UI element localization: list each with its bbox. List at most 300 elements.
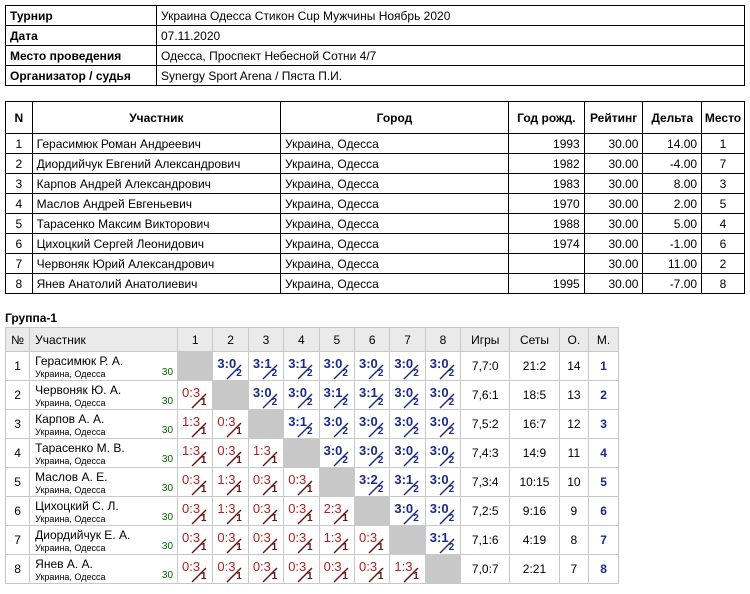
group-header: Сеты [510, 328, 559, 352]
participant-cell: -4.00 [643, 154, 702, 174]
participant-cell: 2 [702, 254, 745, 274]
games-cell: 7,5:2 [461, 410, 510, 439]
match-result [284, 410, 319, 439]
group-header: 3 [248, 328, 283, 352]
info-key: Место проведения [6, 46, 157, 66]
participant-cell: 11.00 [643, 254, 702, 274]
points-cell: 7 [559, 555, 589, 584]
table-row [6, 254, 745, 274]
points-cell: 11 [559, 439, 589, 468]
match-result [248, 439, 283, 468]
match-result [425, 439, 460, 468]
diagonal-cell [425, 555, 460, 584]
player-name: Карпов А. А. [35, 412, 105, 426]
match-points: 1 [200, 455, 207, 466]
match-result [284, 352, 319, 381]
match-result [319, 410, 354, 439]
match-points: 1 [236, 484, 242, 495]
match-score: 3:1 [288, 356, 307, 371]
match-score: 3:0 [394, 385, 414, 400]
match-result [284, 381, 319, 410]
match-result [284, 497, 319, 526]
diagonal-cell [284, 439, 319, 468]
match-result [178, 555, 213, 584]
participant-cell: 8 [702, 274, 745, 294]
player-name: Герасимюк Р. А. [35, 354, 124, 368]
player-cell [30, 555, 178, 584]
match-score: 0:3 [182, 472, 201, 487]
match-score: 0:3 [182, 501, 201, 516]
diagonal-cell [319, 468, 354, 497]
match-score: 0:3 [288, 472, 307, 487]
match-score: 0:3 [358, 559, 378, 574]
match-result [425, 497, 460, 526]
match-result [354, 410, 389, 439]
participant-cell: Украина, Одесса [281, 134, 509, 154]
match-score: 3:0 [429, 356, 449, 371]
table-row [6, 274, 745, 294]
participant-cell: Диордийчук Евгений Александрович [32, 154, 280, 174]
player-cell [30, 468, 178, 497]
participant-cell: -7.00 [643, 274, 702, 294]
match-result [319, 526, 354, 555]
match-points: 2 [271, 368, 278, 379]
match-score: 1:3 [182, 443, 201, 458]
match-score: 0:3 [182, 385, 201, 400]
match-score: 1:3 [323, 530, 342, 545]
diagonal-cell [390, 526, 425, 555]
table-row [6, 352, 619, 381]
match-score: 0:3 [217, 530, 236, 545]
match-result [248, 352, 283, 381]
match-result [178, 468, 213, 497]
match-result [354, 468, 389, 497]
player-city: Украина, Одесса [35, 398, 106, 408]
group-table [5, 327, 619, 584]
group-title: Группа-1 [5, 311, 58, 325]
tournament-info-table [5, 5, 745, 86]
player-city: Украина, Одесса [35, 456, 106, 466]
match-points: 2 [342, 455, 348, 466]
player-rating: 30 [161, 367, 174, 378]
match-result [425, 468, 460, 497]
match-points: 1 [307, 542, 313, 553]
sets-cell: 14:9 [510, 439, 559, 468]
player-city: Украина, Одесса [35, 485, 106, 495]
participant-cell: Герасимюк Роман Андреевич [32, 134, 280, 154]
match-score: 3:1 [358, 385, 378, 400]
participant-cell: 3 [702, 174, 745, 194]
match-result [248, 381, 283, 410]
group-header: 5 [319, 328, 354, 352]
match-result [213, 555, 248, 584]
match-points: 2 [377, 484, 384, 495]
group-header: О. [559, 328, 589, 352]
match-points: 1 [200, 542, 207, 553]
sets-cell: 2:21 [510, 555, 559, 584]
match-score: 3:0 [394, 501, 414, 516]
info-row [6, 66, 745, 86]
match-points: 2 [448, 513, 455, 524]
games-cell: 7,7:0 [461, 352, 510, 381]
participant-cell: 7 [6, 254, 33, 274]
info-row [6, 26, 745, 46]
participants-header: Город [281, 102, 509, 134]
match-score: 0:3 [288, 501, 307, 516]
match-points: 2 [448, 426, 455, 437]
points-cell: 14 [559, 352, 589, 381]
games-cell: 7,0:7 [461, 555, 510, 584]
player-city: Украина, Одесса [35, 572, 106, 582]
participant-cell: Тарасенко Максим Викторович [32, 214, 280, 234]
participant-cell: 1983 [508, 174, 584, 194]
sets-cell: 21:2 [510, 352, 559, 381]
match-result [178, 381, 213, 410]
participant-cell [508, 254, 584, 274]
participant-cell: Украина, Одесса [281, 274, 509, 294]
points-cell: 12 [559, 410, 589, 439]
participant-cell: Маслов Андрей Евгеньевич [32, 194, 280, 214]
group-header: 2 [213, 328, 248, 352]
match-result [178, 410, 213, 439]
match-result [390, 381, 425, 410]
match-points: 1 [307, 513, 313, 524]
player-rating: 30 [161, 541, 174, 552]
match-score: 3:0 [394, 443, 414, 458]
match-points: 2 [271, 397, 278, 408]
match-score: 3:1 [252, 356, 272, 371]
match-score: 3:0 [429, 385, 449, 400]
participant-cell: 30.00 [584, 274, 643, 294]
match-score: 0:3 [252, 472, 271, 487]
participant-cell: 4 [702, 214, 745, 234]
points-cell: 10 [559, 468, 589, 497]
player-city: Украина, Одесса [35, 369, 106, 379]
group-header: 7 [390, 328, 425, 352]
match-points: 1 [307, 571, 313, 582]
match-result [284, 468, 319, 497]
participant-cell: Украина, Одесса [281, 174, 509, 194]
match-result [213, 526, 248, 555]
match-points: 2 [342, 368, 348, 379]
match-score: 1:3 [252, 443, 271, 458]
match-score: 3:0 [217, 356, 237, 371]
group-header: 1 [178, 328, 213, 352]
participant-cell: 6 [702, 234, 745, 254]
match-points: 1 [200, 426, 207, 437]
match-score: 0:3 [182, 530, 201, 545]
match-score: 3:2 [358, 472, 378, 487]
match-result [284, 555, 319, 584]
table-row [6, 174, 745, 194]
match-score: 0:3 [217, 443, 236, 458]
match-result [178, 526, 213, 555]
match-points: 1 [236, 542, 242, 553]
table-row [6, 381, 619, 410]
participant-cell: 7 [702, 154, 745, 174]
player-number: 4 [6, 439, 30, 468]
match-result [319, 439, 354, 468]
place-cell: 6 [589, 497, 619, 526]
match-result [425, 381, 460, 410]
info-row [6, 6, 745, 26]
match-points: 2 [307, 397, 313, 408]
match-result [213, 468, 248, 497]
table-row [6, 154, 745, 174]
match-result [354, 352, 389, 381]
participant-cell: 5 [6, 214, 33, 234]
diagonal-cell [178, 352, 213, 381]
match-score: 1:3 [394, 559, 413, 574]
participant-cell: 2.00 [643, 194, 702, 214]
table-row [6, 214, 745, 234]
sets-cell: 9:16 [510, 497, 559, 526]
match-points: 1 [271, 484, 278, 495]
table-row [6, 134, 745, 154]
match-points: 2 [448, 368, 455, 379]
participant-cell: 30.00 [584, 134, 643, 154]
match-result [284, 526, 319, 555]
place-cell: 8 [589, 555, 619, 584]
match-score: 3:0 [394, 356, 414, 371]
match-score: 3:0 [323, 414, 343, 429]
participant-cell: Украина, Одесса [281, 234, 509, 254]
participant-cell: 1974 [508, 234, 584, 254]
match-points: 2 [377, 368, 384, 379]
participant-cell: -1.00 [643, 234, 702, 254]
participant-cell: 4 [6, 194, 33, 214]
match-points: 2 [413, 368, 419, 379]
match-points: 2 [236, 368, 242, 379]
match-points: 1 [342, 542, 348, 553]
participant-cell: 30.00 [584, 234, 643, 254]
match-points: 1 [236, 426, 242, 437]
table-row [6, 497, 619, 526]
match-points: 1 [271, 455, 278, 466]
info-key: Турнир [6, 6, 157, 26]
match-score: 3:0 [429, 443, 449, 458]
match-score: 3:0 [429, 472, 449, 487]
participants-header: Год рожд. [508, 102, 584, 134]
match-points: 1 [377, 571, 384, 582]
participant-cell: 1982 [508, 154, 584, 174]
place-cell: 2 [589, 381, 619, 410]
participants-header: Место [702, 102, 745, 134]
match-score: 1:3 [217, 472, 236, 487]
table-row [6, 555, 619, 584]
points-cell: 9 [559, 497, 589, 526]
match-points: 1 [342, 513, 348, 524]
match-score: 3:0 [323, 356, 343, 371]
match-result [390, 497, 425, 526]
match-points: 1 [413, 571, 419, 582]
match-result [178, 439, 213, 468]
participant-cell: 30.00 [584, 254, 643, 274]
match-points: 2 [307, 426, 313, 437]
match-points: 2 [413, 513, 419, 524]
participant-cell: 30.00 [584, 214, 643, 234]
match-score: 3:0 [358, 414, 378, 429]
games-cell: 7,2:5 [461, 497, 510, 526]
match-score: 0:3 [252, 530, 271, 545]
match-points: 1 [271, 513, 278, 524]
match-points: 2 [377, 426, 384, 437]
match-score: 3:0 [429, 501, 449, 516]
match-score: 3:0 [323, 443, 343, 458]
participant-cell: 1988 [508, 214, 584, 234]
group-header: 4 [284, 328, 319, 352]
match-points: 2 [413, 426, 419, 437]
player-cell [30, 381, 178, 410]
info-key: Организатор / судья [6, 66, 157, 86]
participants-table [5, 101, 745, 294]
group-header: Участник [30, 328, 178, 352]
player-city: Украина, Одесса [35, 514, 106, 524]
match-result [178, 497, 213, 526]
match-points: 1 [271, 542, 278, 553]
table-row [6, 234, 745, 254]
player-name: Червоняк Ю. А. [35, 383, 122, 397]
match-points: 1 [200, 513, 207, 524]
place-cell: 3 [589, 410, 619, 439]
sets-cell: 18:5 [510, 381, 559, 410]
table-row [6, 410, 619, 439]
points-cell: 8 [559, 526, 589, 555]
participant-cell: 1970 [508, 194, 584, 214]
match-points: 2 [448, 397, 455, 408]
match-score: 0:3 [358, 530, 378, 545]
points-cell: 13 [559, 381, 589, 410]
match-result [248, 555, 283, 584]
match-score: 0:3 [182, 559, 201, 574]
player-rating: 30 [161, 483, 174, 494]
info-row [6, 46, 745, 66]
match-points: 1 [200, 484, 207, 495]
sets-cell: 16:7 [510, 410, 559, 439]
player-cell [30, 410, 178, 439]
participant-cell: Карпов Андрей Александрович [32, 174, 280, 194]
match-score: 0:3 [217, 559, 236, 574]
player-name: Тарасенко М. В. [35, 441, 125, 455]
participant-cell: 6 [6, 234, 33, 254]
match-points: 2 [413, 397, 419, 408]
match-score: 3:1 [323, 385, 343, 400]
match-points: 2 [413, 455, 419, 466]
match-points: 2 [413, 484, 419, 495]
player-name: Янев А. А. [35, 557, 93, 571]
player-city: Украина, Одесса [35, 427, 106, 437]
participant-cell: 8.00 [643, 174, 702, 194]
match-result [390, 555, 425, 584]
match-result [390, 468, 425, 497]
participant-cell: 1 [702, 134, 745, 154]
participant-cell: 1 [6, 134, 33, 154]
player-cell [30, 352, 178, 381]
match-points: 1 [271, 571, 278, 582]
diagonal-cell [248, 410, 283, 439]
player-number: 6 [6, 497, 30, 526]
match-score: 0:3 [288, 530, 307, 545]
info-value: 07.11.2020 [157, 26, 745, 46]
games-cell: 7,4:3 [461, 439, 510, 468]
match-score: 3:0 [394, 414, 414, 429]
match-points: 2 [448, 484, 455, 495]
match-result [390, 410, 425, 439]
participant-cell: 2 [6, 154, 33, 174]
match-result [319, 497, 354, 526]
match-points: 2 [448, 455, 455, 466]
match-result [248, 497, 283, 526]
player-number: 2 [6, 381, 30, 410]
participant-cell: Янев Анатолий Анатолиевич [32, 274, 280, 294]
player-rating: 30 [161, 512, 174, 523]
match-score: 3:1 [288, 414, 307, 429]
participant-cell: 3 [6, 174, 33, 194]
match-points: 1 [342, 571, 348, 582]
match-result [425, 410, 460, 439]
match-score: 0:3 [217, 414, 236, 429]
participant-cell: 30.00 [584, 154, 643, 174]
games-cell: 7,3:4 [461, 468, 510, 497]
match-score: 3:0 [429, 414, 449, 429]
games-cell: 7,6:1 [461, 381, 510, 410]
participant-cell: 14.00 [643, 134, 702, 154]
info-value: Synergy Sport Arena / Пяста П.И. [157, 66, 745, 86]
participant-cell: 1993 [508, 134, 584, 154]
match-score: 0:3 [252, 559, 271, 574]
match-result [354, 439, 389, 468]
player-rating: 30 [161, 454, 174, 465]
match-points: 2 [448, 542, 455, 553]
player-number: 7 [6, 526, 30, 555]
table-row [6, 526, 619, 555]
table-row [6, 468, 619, 497]
diagonal-cell [354, 497, 389, 526]
match-points: 1 [200, 571, 207, 582]
place-cell: 5 [589, 468, 619, 497]
participant-cell: Украина, Одесса [281, 254, 509, 274]
place-cell: 1 [589, 352, 619, 381]
games-cell: 7,1:6 [461, 526, 510, 555]
participants-header: N [6, 102, 33, 134]
match-score: 0:3 [323, 559, 342, 574]
participant-cell: 5.00 [643, 214, 702, 234]
group-header: 6 [354, 328, 389, 352]
player-name: Маслов А. Е. [35, 470, 108, 484]
player-cell [30, 497, 178, 526]
match-result [425, 526, 460, 555]
info-key: Дата [6, 26, 157, 46]
participants-header: Рейтинг [584, 102, 643, 134]
player-rating: 30 [161, 396, 174, 407]
participant-cell: 8 [6, 274, 33, 294]
info-value: Одесса, Проспект Небесной Сотни 4/7 [157, 46, 745, 66]
match-score: 3:1 [394, 472, 414, 487]
match-score: 0:3 [252, 501, 271, 516]
player-number: 8 [6, 555, 30, 584]
group-header: № [6, 328, 30, 352]
player-number: 1 [6, 352, 30, 381]
match-result [213, 352, 248, 381]
group-header: 8 [425, 328, 460, 352]
match-result [354, 555, 389, 584]
player-rating: 30 [161, 570, 174, 581]
match-points: 2 [342, 397, 348, 408]
participants-header: Участник [32, 102, 280, 134]
match-points: 2 [377, 397, 384, 408]
place-cell: 4 [589, 439, 619, 468]
match-result [354, 526, 389, 555]
